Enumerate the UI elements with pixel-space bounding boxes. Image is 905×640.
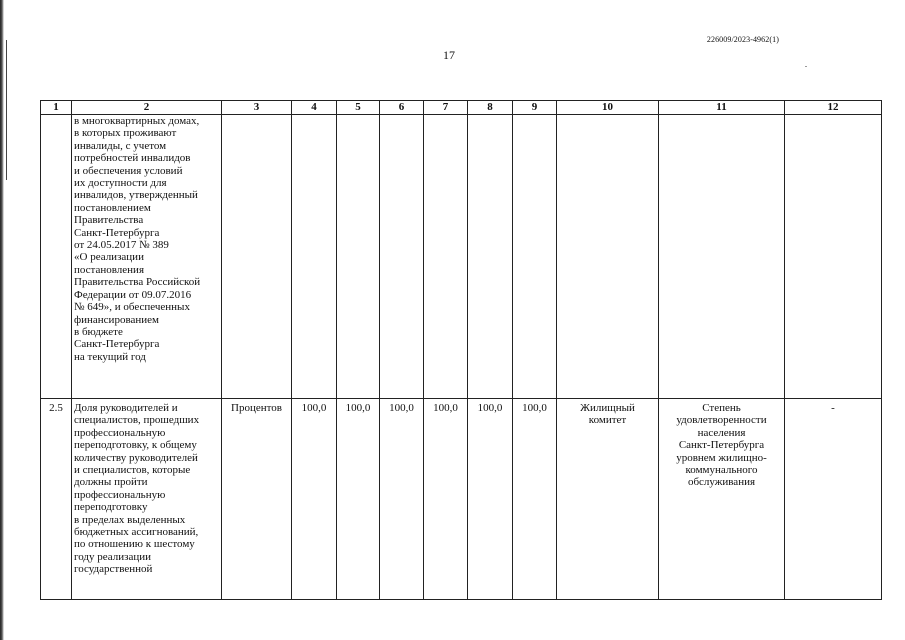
cell-value: 100,0	[468, 399, 513, 600]
cell-value	[513, 115, 557, 399]
cell-col12	[785, 115, 882, 399]
column-header-5: 5	[337, 101, 380, 115]
cell-value	[337, 115, 380, 399]
cell-value	[380, 115, 424, 399]
cell-value: 100,0	[292, 399, 337, 600]
scan-left-edge	[0, 0, 4, 640]
page-number: 17	[443, 48, 455, 62]
cell-responsible: Жилищный комитет	[557, 399, 659, 600]
table-header-row	[41, 101, 882, 115]
cell-value	[424, 115, 468, 399]
cell-value	[468, 115, 513, 399]
cell-description: Доля руководителей и специалистов, прошедших профессиональную переподготовку, к общему количеству руководителей и специалистов, которые должны пройти профессиональную переподготовку в пределах выделенных бюджетных ассигнований, по отношению к шестому году реализации государственной	[72, 399, 222, 600]
column-header-10: 10	[557, 101, 659, 115]
cell-description: в многоквартирных домах, в которых проживают инвалиды, с учетом потребностей инвалидов и обеспечения условий их доступности для инвалидов, утвержденный постановлением Правительства Санкт-Петербурга от 24.05.2017 № 389 «О реализации постановления Правительства Российской Федерации от 09.07.2016 № 649», и обеспеченных финансированием в бюджете Санкт-Петербурга на текущий год	[72, 115, 222, 399]
data-table	[40, 100, 882, 600]
cell-value: 100,0	[380, 399, 424, 600]
cell-value: 100,0	[513, 399, 557, 600]
column-header-9: 9	[513, 101, 557, 115]
cell-indicator	[659, 115, 785, 399]
cell-value: 100,0	[424, 399, 468, 600]
column-header-8: 8	[468, 101, 513, 115]
column-header-3: 3	[222, 101, 292, 115]
cell-number	[41, 115, 72, 399]
column-header-11: 11	[659, 101, 785, 115]
cell-col12: -	[785, 399, 882, 600]
column-header-6: 6	[380, 101, 424, 115]
table-row-2-5	[41, 399, 882, 600]
scan-speck	[805, 66, 807, 67]
column-header-7: 7	[424, 101, 468, 115]
cell-value: 100,0	[337, 399, 380, 600]
cell-responsible	[557, 115, 659, 399]
document-id: 226009/2023-4962(1)	[706, 35, 779, 44]
column-header-12: 12	[785, 101, 882, 115]
column-header-2: 2	[72, 101, 222, 115]
cell-unit	[222, 115, 292, 399]
cell-value	[292, 115, 337, 399]
column-header-1: 1	[41, 101, 72, 115]
table-row-continuation	[41, 115, 882, 399]
column-header-4: 4	[292, 101, 337, 115]
cell-unit: Процентов	[222, 399, 292, 600]
cell-number: 2.5	[41, 399, 72, 600]
cell-indicator: Степень удовлетворенности населения Санкт-Петербурга уровнем жилищно- коммунального обслуживания	[659, 399, 785, 600]
scan-margin-line	[6, 40, 7, 180]
